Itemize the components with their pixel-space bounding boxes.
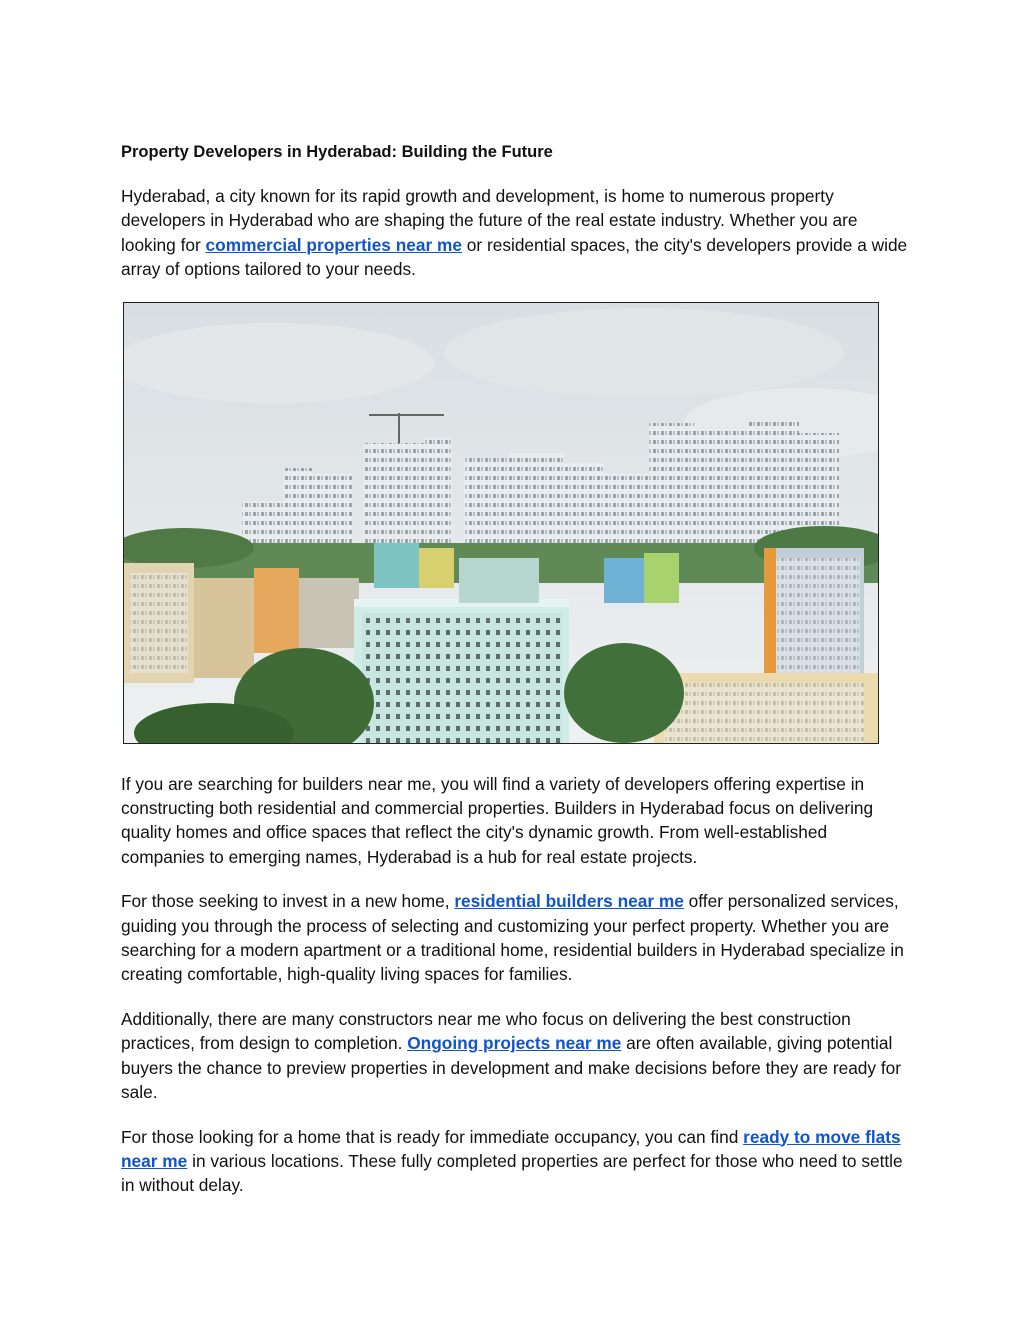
- paragraph-text: Hyderabad, a city known for its rapid growth and development, is home to numerous property developers in Hyderabad who are shaping the future of the real estate industry. Whether you are looking for: [121, 186, 858, 255]
- paragraph-text: are often available, giving potential buyers the chance to preview properties in development and make decisions before they are ready for sale.: [121, 1033, 902, 1103]
- skyline-illustration: [124, 303, 878, 743]
- paragraph-text: For those seeking to invest in a new home,: [121, 891, 455, 912]
- paragraph-intro: [121, 184, 911, 282]
- link-ongoing-projects[interactable]: Ongoing projects near me: [407, 1033, 622, 1054]
- link-residential-builders[interactable]: residential builders near me: [454, 891, 684, 912]
- paragraph-text: For those looking for a home that is ready for immediate occupancy, you can find: [121, 1126, 744, 1147]
- link-ready-to-move-flats[interactable]: ready to move flats near me: [121, 1126, 901, 1171]
- document-page: [121, 140, 911, 1218]
- page-title: Property Developers in Hyderabad: Building the Future: [121, 143, 553, 161]
- paragraph-constructors: [121, 1007, 911, 1105]
- paragraph-ready-to-move: [121, 1125, 911, 1198]
- link-commercial-properties[interactable]: commercial properties near me: [205, 234, 462, 255]
- paragraph-builders: If you are searching for builders near me, you will find a variety of developers offering expertise in constructing both residential and commercial properties. Builders in Hyderabad focus on delivering quality homes and office spaces that reflect the city's dynamic growth. From well-established companies to emerging names, Hyderabad is a hub for real estate projects.: [121, 773, 874, 867]
- paragraph-text: or residential spaces, the city's developers provide a wide array of options tailored to your needs.: [121, 234, 908, 280]
- paragraph-residential: [121, 889, 911, 987]
- paragraph-text: Additionally, there are many constructors near me who focus on delivering the best construction practices, from design to completion.: [121, 1008, 851, 1054]
- paragraph-text: offer personalized services, guiding you through the process of selecting and customizing your perfect property. Whether you are searching for a modern apartment or a traditional home, residential builders in Hyderabad specialize in creating comfortable, high-quality living spaces for families.: [121, 891, 904, 985]
- paragraph-text: in various locations. These fully completed properties are perfect for those who need to settle in without delay.: [121, 1150, 903, 1196]
- city-skyline-photo: [123, 302, 879, 744]
